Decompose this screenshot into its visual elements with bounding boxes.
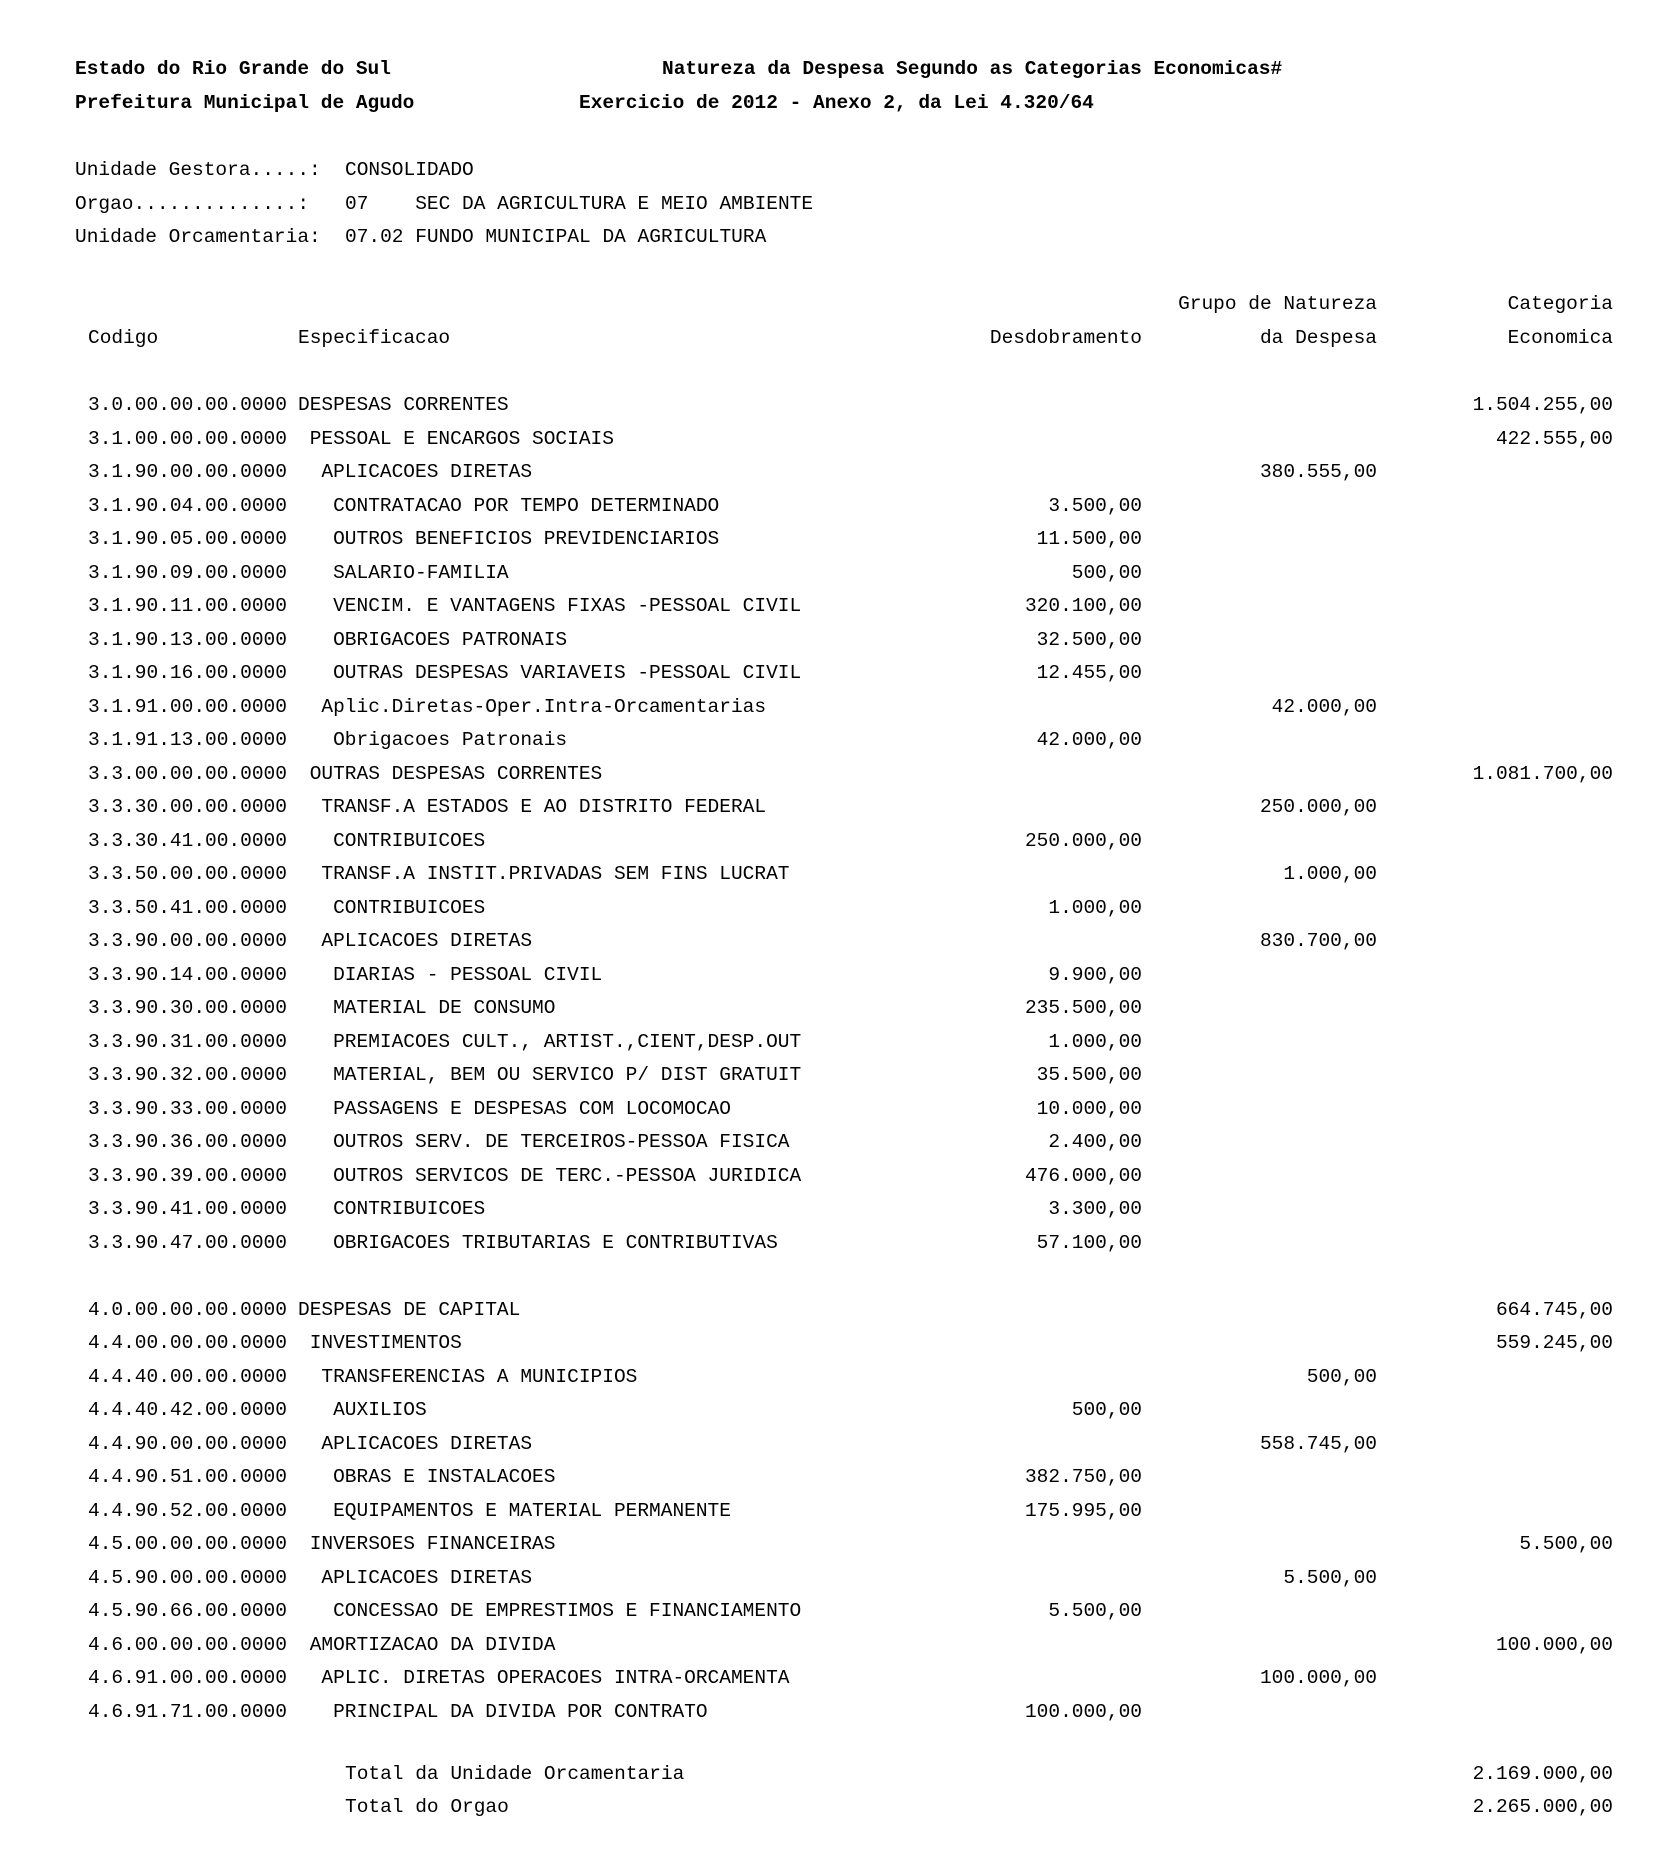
row-code: 3.3.90.33.00.0000 bbox=[88, 1097, 287, 1120]
table-row bbox=[0, 1432, 1653, 1465]
row-grupo-natureza: 5.500,00 bbox=[1283, 1566, 1377, 1589]
table-row bbox=[0, 494, 1653, 527]
row-code: 3.3.50.00.00.0000 bbox=[88, 863, 287, 885]
table-row bbox=[0, 1700, 1653, 1733]
row-specification: PREMIACOES CULT., ARTIST.,CIENT,DESP.OUT bbox=[333, 1030, 802, 1053]
table-row bbox=[0, 1197, 1653, 1230]
col-grupo-line2: da Despesa bbox=[1259, 327, 1377, 349]
row-specification: OBRAS E INSTALACOES bbox=[333, 1466, 556, 1488]
row-specification: CONTRIBUICOES bbox=[333, 829, 486, 852]
row-specification: INVERSOES FINANCEIRAS bbox=[309, 1533, 556, 1555]
row-specification: PESSOAL E ENCARGOS SOCIAIS bbox=[309, 427, 614, 450]
row-specification: DESPESAS CORRENTES bbox=[298, 394, 509, 416]
row-code: 4.4.90.00.00.0000 bbox=[88, 1432, 287, 1455]
orgao-value: 07 SEC DA AGRICULTURA E MEIO AMBIENTE bbox=[345, 193, 814, 215]
row-code: 3.1.91.00.00.0000 bbox=[88, 695, 287, 718]
row-code: 4.4.00.00.00.0000 bbox=[88, 1332, 287, 1354]
table-row bbox=[0, 1532, 1653, 1565]
col-categoria-line1: Categoria bbox=[1507, 293, 1613, 315]
row-desdobramento: 500,00 bbox=[1071, 1399, 1142, 1421]
row-categoria-economica: 559.245,00 bbox=[1495, 1332, 1613, 1354]
table-row bbox=[0, 628, 1653, 661]
row-code: 3.3.90.41.00.0000 bbox=[88, 1198, 287, 1220]
table-row bbox=[0, 996, 1653, 1029]
row-code: 3.3.90.39.00.0000 bbox=[88, 1164, 287, 1187]
table-row bbox=[0, 795, 1653, 828]
row-categoria-economica: 664.745,00 bbox=[1495, 1298, 1613, 1321]
gestora-label: Unidade Gestora.....: bbox=[75, 159, 321, 181]
row-specification: APLIC. DIRETAS OPERACOES INTRA-ORCAMENTA bbox=[321, 1667, 790, 1689]
table-row bbox=[0, 1633, 1653, 1666]
table-row bbox=[0, 594, 1653, 627]
table-row bbox=[0, 1566, 1653, 1599]
row-specification: OUTROS SERV. DE TERCEIROS-PESSOA FISICA bbox=[333, 1131, 790, 1153]
row-desdobramento: 476.000,00 bbox=[1024, 1164, 1142, 1187]
row-code: 4.5.90.00.00.0000 bbox=[88, 1566, 287, 1589]
row-specification: DESPESAS DE CAPITAL bbox=[298, 1298, 521, 1321]
row-code: 3.1.90.04.00.0000 bbox=[88, 494, 287, 517]
table-row bbox=[0, 1465, 1653, 1498]
total-value: 2.169.000,00 bbox=[1472, 1763, 1613, 1785]
row-desdobramento: 3.300,00 bbox=[1048, 1198, 1142, 1220]
row-desdobramento: 382.750,00 bbox=[1024, 1466, 1142, 1488]
row-desdobramento: 42.000,00 bbox=[1036, 729, 1142, 751]
row-desdobramento: 320.100,00 bbox=[1024, 595, 1142, 617]
row-code: 3.3.00.00.00.0000 bbox=[88, 762, 287, 785]
row-desdobramento: 9.900,00 bbox=[1048, 963, 1142, 986]
row-desdobramento: 35.500,00 bbox=[1036, 1064, 1142, 1086]
row-specification: VENCIM. E VANTAGENS FIXAS -PESSOAL CIVIL bbox=[333, 595, 802, 617]
row-specification: APLICACOES DIRETAS bbox=[321, 930, 533, 952]
row-code: 3.3.90.32.00.0000 bbox=[88, 1064, 287, 1086]
col-desdobramento: Desdobramento bbox=[989, 327, 1142, 349]
row-specification: OBRIGACOES TRIBUTARIAS E CONTRIBUTIVAS bbox=[333, 1231, 778, 1254]
table-row bbox=[0, 1298, 1653, 1331]
row-code: 3.3.90.14.00.0000 bbox=[88, 963, 287, 986]
table-row bbox=[0, 1365, 1653, 1398]
state-name: Estado do Rio Grande do Sul bbox=[75, 58, 391, 80]
row-code: 3.1.91.13.00.0000 bbox=[88, 729, 287, 751]
total-label: Total do Orgao bbox=[345, 1796, 509, 1818]
table-row bbox=[0, 1030, 1653, 1063]
table-row bbox=[0, 1097, 1653, 1130]
row-code: 4.4.90.52.00.0000 bbox=[88, 1499, 287, 1522]
row-desdobramento: 3.500,00 bbox=[1048, 494, 1142, 517]
total-value: 2.265.000,00 bbox=[1472, 1796, 1613, 1818]
row-specification: OUTRAS DESPESAS CORRENTES bbox=[309, 762, 603, 785]
row-code: 3.1.00.00.00.0000 bbox=[88, 427, 287, 450]
row-grupo-natureza: 558.745,00 bbox=[1259, 1432, 1377, 1455]
table-row bbox=[0, 1231, 1653, 1264]
row-specification: OUTROS SERVICOS DE TERC.-PESSOA JURIDICA bbox=[333, 1164, 802, 1187]
col-especificacao: Especificacao bbox=[298, 327, 451, 349]
table-row bbox=[0, 695, 1653, 728]
table-row bbox=[0, 829, 1653, 862]
gestora-value: CONSOLIDADO bbox=[345, 159, 474, 181]
table-row bbox=[0, 762, 1653, 795]
row-categoria-economica: 1.081.700,00 bbox=[1472, 762, 1613, 785]
row-grupo-natureza: 100.000,00 bbox=[1259, 1667, 1377, 1689]
row-code: 3.1.90.16.00.0000 bbox=[88, 662, 287, 684]
row-code: 3.1.90.00.00.0000 bbox=[88, 461, 287, 483]
municipality-name: Prefeitura Municipal de Agudo bbox=[75, 92, 415, 114]
row-code: 3.1.90.13.00.0000 bbox=[88, 628, 287, 651]
row-desdobramento: 57.100,00 bbox=[1036, 1231, 1142, 1254]
total-row bbox=[0, 1795, 1653, 1828]
row-code: 3.3.90.47.00.0000 bbox=[88, 1231, 287, 1254]
row-specification: OUTRAS DESPESAS VARIAVEIS -PESSOAL CIVIL bbox=[333, 662, 802, 684]
row-categoria-economica: 422.555,00 bbox=[1495, 427, 1613, 450]
table-row bbox=[0, 1499, 1653, 1532]
table-row bbox=[0, 460, 1653, 493]
table-row bbox=[0, 561, 1653, 594]
row-specification: TRANSF.A ESTADOS E AO DISTRITO FEDERAL bbox=[321, 796, 767, 818]
row-code: 4.5.00.00.00.0000 bbox=[88, 1533, 287, 1555]
table-row bbox=[0, 963, 1653, 996]
row-desdobramento: 1.000,00 bbox=[1048, 896, 1142, 919]
row-code: 3.0.00.00.00.0000 bbox=[88, 394, 287, 416]
row-specification: TRANSFERENCIAS A MUNICIPIOS bbox=[321, 1365, 638, 1388]
row-code: 4.6.91.71.00.0000 bbox=[88, 1700, 287, 1723]
row-specification: INVESTIMENTOS bbox=[309, 1332, 462, 1354]
row-specification: CONTRATACAO POR TEMPO DETERMINADO bbox=[333, 494, 720, 517]
row-categoria-economica: 100.000,00 bbox=[1495, 1633, 1613, 1656]
unidade-label: Unidade Orcamentaria: bbox=[75, 226, 321, 248]
col-categoria-line2: Economica bbox=[1507, 327, 1613, 349]
row-desdobramento: 100.000,00 bbox=[1024, 1700, 1142, 1723]
col-codigo: Codigo bbox=[88, 327, 159, 349]
row-code: 4.4.40.00.00.0000 bbox=[88, 1365, 287, 1388]
row-code: 3.3.30.41.00.0000 bbox=[88, 829, 287, 852]
row-code: 3.1.90.09.00.0000 bbox=[88, 561, 287, 584]
row-specification: MATERIAL DE CONSUMO bbox=[333, 997, 556, 1019]
row-specification: CONCESSAO DE EMPRESTIMOS E FINANCIAMENTO bbox=[333, 1600, 802, 1622]
table-row bbox=[0, 862, 1653, 895]
col-grupo-line1: Grupo de Natureza bbox=[1178, 293, 1377, 315]
total-row bbox=[0, 1762, 1653, 1795]
row-grupo-natureza: 830.700,00 bbox=[1259, 930, 1377, 952]
table-row bbox=[0, 1666, 1653, 1699]
row-grupo-natureza: 250.000,00 bbox=[1259, 796, 1377, 818]
table-row bbox=[0, 661, 1653, 694]
row-code: 4.6.91.00.00.0000 bbox=[88, 1667, 287, 1689]
row-specification: TRANSF.A INSTIT.PRIVADAS SEM FINS LUCRAT bbox=[321, 863, 790, 885]
row-specification: AMORTIZACAO DA DIVIDA bbox=[309, 1633, 556, 1656]
row-code: 3.1.90.11.00.0000 bbox=[88, 595, 287, 617]
report-title: Natureza da Despesa Segundo as Categorias Economicas# bbox=[662, 58, 1283, 80]
table-row bbox=[0, 1164, 1653, 1197]
row-code: 3.3.90.00.00.0000 bbox=[88, 930, 287, 952]
table-row bbox=[0, 527, 1653, 560]
total-label: Total da Unidade Orcamentaria bbox=[345, 1763, 685, 1785]
row-desdobramento: 12.455,00 bbox=[1036, 662, 1142, 684]
row-code: 3.3.50.41.00.0000 bbox=[88, 896, 287, 919]
row-specification: APLICACOES DIRETAS bbox=[321, 461, 533, 483]
row-specification: EQUIPAMENTOS E MATERIAL PERMANENTE bbox=[333, 1499, 731, 1522]
row-desdobramento: 175.995,00 bbox=[1024, 1499, 1142, 1522]
row-specification: APLICACOES DIRETAS bbox=[321, 1566, 533, 1589]
row-specification: AUXILIOS bbox=[333, 1399, 427, 1421]
row-categoria-economica: 1.504.255,00 bbox=[1472, 394, 1613, 416]
row-desdobramento: 10.000,00 bbox=[1036, 1097, 1142, 1120]
table-row bbox=[0, 1398, 1653, 1431]
row-code: 4.4.90.51.00.0000 bbox=[88, 1466, 287, 1488]
row-desdobramento: 32.500,00 bbox=[1036, 628, 1142, 651]
row-grupo-natureza: 500,00 bbox=[1306, 1365, 1377, 1388]
row-code: 4.6.00.00.00.0000 bbox=[88, 1633, 287, 1656]
row-code: 3.3.90.31.00.0000 bbox=[88, 1030, 287, 1053]
row-grupo-natureza: 42.000,00 bbox=[1271, 695, 1377, 718]
row-code: 3.1.90.05.00.0000 bbox=[88, 528, 287, 550]
row-specification: OUTROS BENEFICIOS PREVIDENCIARIOS bbox=[333, 528, 720, 550]
row-specification: PASSAGENS E DESPESAS COM LOCOMOCAO bbox=[333, 1097, 731, 1120]
row-desdobramento: 2.400,00 bbox=[1048, 1131, 1142, 1153]
row-specification: CONTRIBUICOES bbox=[333, 896, 486, 919]
table-row bbox=[0, 896, 1653, 929]
unidade-value: 07.02 FUNDO MUNICIPAL DA AGRICULTURA bbox=[345, 226, 767, 248]
row-desdobramento: 250.000,00 bbox=[1024, 829, 1142, 852]
row-specification: Obrigacoes Patronais bbox=[333, 729, 568, 751]
row-grupo-natureza: 380.555,00 bbox=[1259, 461, 1377, 483]
row-desdobramento: 500,00 bbox=[1071, 561, 1142, 584]
table-row bbox=[0, 728, 1653, 761]
row-specification: CONTRIBUICOES bbox=[333, 1198, 486, 1220]
row-desdobramento: 5.500,00 bbox=[1048, 1600, 1142, 1622]
row-code: 3.3.90.30.00.0000 bbox=[88, 997, 287, 1019]
row-specification: DIARIAS - PESSOAL CIVIL bbox=[333, 963, 603, 986]
report-subtitle: Exercicio de 2012 - Anexo 2, da Lei 4.320/64 bbox=[579, 92, 1094, 114]
row-desdobramento: 235.500,00 bbox=[1024, 997, 1142, 1019]
table-row bbox=[0, 929, 1653, 962]
table-row bbox=[0, 393, 1653, 426]
row-code: 3.3.30.00.00.0000 bbox=[88, 796, 287, 818]
row-specification: OBRIGACOES PATRONAIS bbox=[333, 628, 568, 651]
table-row bbox=[0, 427, 1653, 460]
row-grupo-natureza: 1.000,00 bbox=[1283, 863, 1377, 885]
row-specification: Aplic.Diretas-Oper.Intra-Orcamentarias bbox=[321, 695, 767, 718]
row-code: 4.0.00.00.00.0000 bbox=[88, 1298, 287, 1321]
row-specification: SALARIO-FAMILIA bbox=[333, 561, 509, 584]
row-desdobramento: 11.500,00 bbox=[1036, 528, 1142, 550]
table-row bbox=[0, 1130, 1653, 1163]
row-specification: MATERIAL, BEM OU SERVICO P/ DIST GRATUIT bbox=[333, 1064, 802, 1086]
table-row bbox=[0, 1063, 1653, 1096]
row-specification: PRINCIPAL DA DIVIDA POR CONTRATO bbox=[333, 1700, 708, 1723]
row-desdobramento: 1.000,00 bbox=[1048, 1030, 1142, 1053]
orgao-label: Orgao..............: bbox=[75, 193, 310, 215]
table-row bbox=[0, 1331, 1653, 1364]
row-code: 3.3.90.36.00.0000 bbox=[88, 1131, 287, 1153]
table-row bbox=[0, 1599, 1653, 1632]
row-code: 4.4.40.42.00.0000 bbox=[88, 1399, 287, 1421]
row-categoria-economica: 5.500,00 bbox=[1519, 1533, 1613, 1555]
row-code: 4.5.90.66.00.0000 bbox=[88, 1600, 287, 1622]
row-specification: APLICACOES DIRETAS bbox=[321, 1432, 533, 1455]
